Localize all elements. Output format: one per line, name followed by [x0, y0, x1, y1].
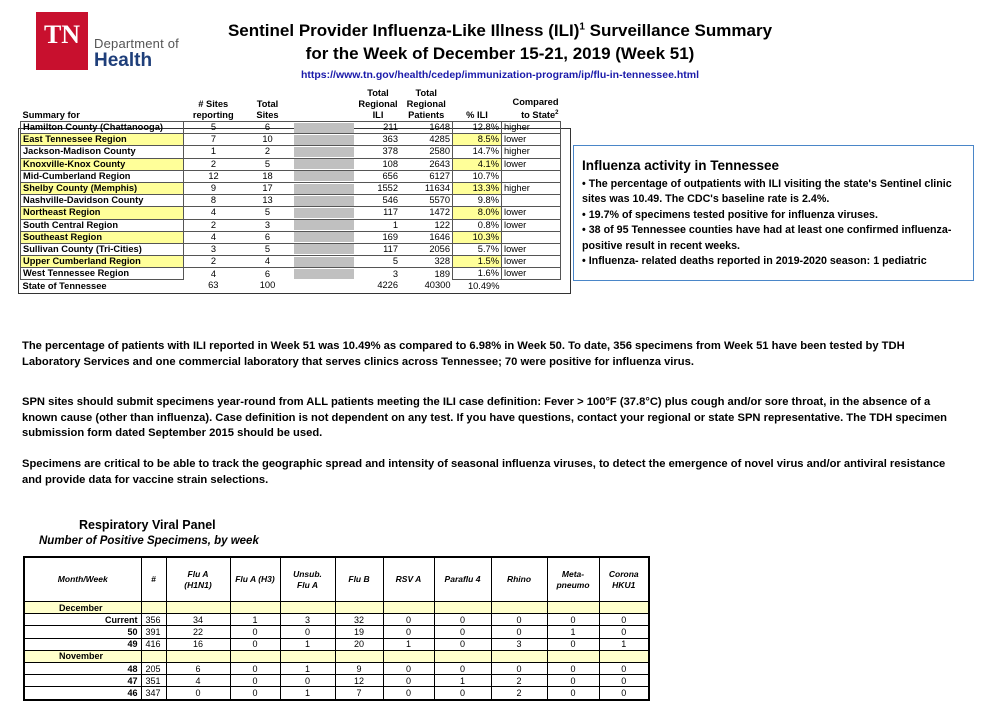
rvp-cell: 0 — [547, 675, 599, 687]
regional-ili: 1552 — [356, 182, 400, 194]
region-name: West Tennessee Region — [21, 268, 184, 280]
region-name: East Tennessee Region — [21, 134, 184, 146]
region-name: South Central Region — [21, 219, 184, 231]
pct-ili: 10.7% — [453, 170, 502, 182]
rvp-cell: 0 — [383, 687, 434, 700]
rvp-col-unsub-flu-a: Unsub. Flu A — [280, 557, 335, 602]
rvp-specimen-count: 347 — [141, 687, 166, 700]
region-name: Shelby County (Memphis) — [21, 182, 184, 194]
pct-ili: 5.7% — [453, 243, 502, 255]
total-sites: 17 — [243, 182, 292, 194]
regional-patients: 6127 — [400, 170, 453, 182]
compared-to-state: lower — [502, 256, 561, 268]
rvp-cell: 1 — [383, 638, 434, 650]
sites-reporting: 2 — [184, 219, 244, 231]
region-name: Knoxville-Knox County — [21, 158, 184, 170]
report-week: for the Week of December 15-21, 2019 (Week 51) — [305, 44, 695, 63]
rvp-col-count: # — [141, 557, 166, 602]
state-total-sites: 100 — [259, 280, 276, 291]
rvp-cell: 0 — [383, 662, 434, 674]
pct-ili: 8.5% — [453, 134, 502, 146]
sites-reporting: 8 — [184, 195, 244, 207]
region-name: Nashville-Davidson County — [21, 195, 184, 207]
gray-spacer — [292, 268, 356, 280]
regional-ili: 117 — [356, 243, 400, 255]
gray-spacer — [292, 158, 356, 170]
rvp-specimen-count: 391 — [141, 626, 166, 638]
state-total-row — [21, 280, 561, 292]
pct-ili: 1.5% — [453, 256, 502, 268]
rvp-week: 48 — [24, 662, 141, 674]
pct-ili: 10.3% — [453, 231, 502, 243]
rvp-cell: 0 — [434, 626, 491, 638]
rvp-cell: 22 — [166, 626, 230, 638]
rvp-specimen-count: 205 — [141, 662, 166, 674]
rvp-cell: 20 — [335, 638, 383, 650]
region-name: Mid-Cumberland Region — [21, 170, 184, 182]
summary-row — [21, 243, 561, 255]
rvp-cell: 1 — [280, 638, 335, 650]
rvp-cell: 0 — [599, 626, 649, 638]
rvp-cell: 12 — [335, 675, 383, 687]
compared-to-state: lower — [502, 219, 561, 231]
regional-patients: 2643 — [400, 158, 453, 170]
rvp-col-month-week: Month/Week — [24, 557, 141, 602]
compared-to-state — [502, 231, 561, 243]
summary-row — [21, 231, 561, 243]
total-sites: 6 — [243, 268, 292, 280]
rvp-cell: 2 — [491, 675, 547, 687]
ili-summary-table — [20, 88, 561, 292]
rvp-col-paraflu-4: Paraflu 4 — [434, 557, 491, 602]
total-sites: 3 — [243, 219, 292, 231]
summary-row — [21, 146, 561, 158]
regional-ili: 211 — [356, 122, 400, 134]
report-title: Sentinel Provider Influenza-Like Illness (ILI)$^1$ Surveillance Summary — [227, 21, 773, 40]
activity-item: • The percentage of outpatients with ILI visiting the state's Sentinel clinic sites was 10.49. The CDC's baseline rate is 2.4%. — [582, 178, 952, 206]
rvp-week: 47 — [24, 675, 141, 687]
total-sites: 5 — [243, 243, 292, 255]
rvp-cell: 0 — [599, 662, 649, 674]
logo-department-text: Department of — [94, 36, 179, 51]
compared-to-state: lower — [502, 268, 561, 280]
rvp-cell: 0 — [434, 638, 491, 650]
col-regional-patients: Total Regional Patients — [406, 88, 446, 120]
rvp-week-row — [24, 626, 649, 638]
gray-spacer — [292, 243, 356, 255]
regional-ili: 117 — [356, 207, 400, 219]
rvp-cell: 6 — [166, 662, 230, 674]
rvp-month-row — [24, 602, 649, 614]
sites-reporting: 4 — [184, 231, 244, 243]
rvp-col-metapneumo: Meta- pneumo — [547, 557, 599, 602]
total-sites: 5 — [243, 158, 292, 170]
respiratory-viral-panel-table — [23, 556, 650, 701]
rvp-cell: 0 — [280, 626, 335, 638]
total-sites: 13 — [243, 195, 292, 207]
regional-ili: 108 — [356, 158, 400, 170]
rvp-title: Respiratory Viral Panel — [79, 518, 216, 532]
rvp-cell: 0 — [383, 675, 434, 687]
rvp-cell: 0 — [230, 662, 280, 674]
rvp-cell: 1 — [547, 626, 599, 638]
rvp-cell: 7 — [335, 687, 383, 700]
state-ili: 4226 — [377, 280, 398, 291]
gray-spacer — [292, 170, 356, 182]
pct-ili: 1.6% — [453, 268, 502, 280]
rvp-cell: 0 — [166, 687, 230, 700]
rvp-cell: 1 — [280, 687, 335, 700]
sites-reporting: 5 — [184, 122, 244, 134]
col-pct-ili: % ILI — [466, 110, 488, 120]
rvp-cell: 0 — [547, 638, 599, 650]
region-name: Upper Cumberland Region — [21, 256, 184, 268]
activity-item: • 19.7% of specimens tested positive for influenza viruses. — [582, 208, 878, 221]
gray-spacer — [292, 207, 356, 219]
regional-ili: 169 — [356, 231, 400, 243]
total-sites: 10 — [243, 134, 292, 146]
rvp-cell: 34 — [166, 614, 230, 626]
state-pct-ili: 10.49% — [467, 280, 500, 291]
rvp-week: 50 — [24, 626, 141, 638]
summary-row — [21, 195, 561, 207]
summary-row — [21, 268, 561, 280]
rvp-week: 46 — [24, 687, 141, 700]
rvp-col-flu-b: Flu B — [335, 557, 383, 602]
rvp-cell: 0 — [599, 675, 649, 687]
region-name: Hamilton County (Chattanooga) — [21, 122, 184, 134]
rvp-cell: 32 — [335, 614, 383, 626]
regional-patients: 5570 — [400, 195, 453, 207]
summary-row — [21, 256, 561, 268]
rvp-cell: 0 — [547, 662, 599, 674]
pct-ili: 14.7% — [453, 146, 502, 158]
total-sites: 4 — [243, 256, 292, 268]
activity-title: Influenza activity in Tennessee — [582, 158, 780, 173]
pct-ili: 0.8% — [453, 219, 502, 231]
rvp-cell: 0 — [434, 614, 491, 626]
summary-row — [21, 122, 561, 134]
rvp-cell: 0 — [230, 638, 280, 650]
gray-spacer — [292, 195, 356, 207]
gray-spacer — [292, 134, 356, 146]
spn-submission-paragraph: SPN sites should submit specimens year-round from ALL patients meeting the ILI case definition: Fever > 100°F (37.8°C) plus cough and/or sore throat, in the absence of a known cause (other than influenza). Case definition is not dependent on any test. If you have questions, contact your regional or state SPN representative. The TDH specimen submission form dated September 2015 should be used. — [22, 396, 948, 439]
col-total-sites: Total Sites — [256, 99, 279, 120]
regional-ili: 546 — [356, 195, 400, 207]
regional-patients: 2056 — [400, 243, 453, 255]
state-sites: 63 — [208, 280, 219, 291]
summary-row — [21, 158, 561, 170]
sites-reporting: 9 — [184, 182, 244, 194]
rvp-specimen-count: 356 — [141, 614, 166, 626]
rvp-col-flu-a-h3: Flu A (H3) — [230, 557, 280, 602]
total-sites: 18 — [243, 170, 292, 182]
summary-row — [21, 170, 561, 182]
rvp-col-rhino: Rhino — [491, 557, 547, 602]
summary-row — [21, 207, 561, 219]
influenza-activity-box — [573, 145, 974, 281]
compared-to-state: lower — [502, 134, 561, 146]
rvp-cell: 16 — [166, 638, 230, 650]
ili-week-paragraph: The percentage of patients with ILI reported in Week 51 was 10.49% as compared to 6.98% in Week 50. To date, 356 specimens from Week 51 have been tested by TDH Laboratory Services and one commercial laboratory that serves clinics across Tennessee; 70 were positive for influenza virus. — [22, 340, 905, 368]
rvp-cell: 3 — [280, 614, 335, 626]
sites-reporting: 2 — [184, 256, 244, 268]
summary-row — [21, 182, 561, 194]
compared-to-state: higher — [502, 182, 561, 194]
region-name: Jackson-Madison County — [21, 146, 184, 158]
rvp-specimen-count: 351 — [141, 675, 166, 687]
regional-ili: 363 — [356, 134, 400, 146]
rvp-cell: 0 — [547, 687, 599, 700]
regional-patients: 328 — [400, 256, 453, 268]
pct-ili: 8.0% — [453, 207, 502, 219]
regional-ili: 1 — [356, 219, 400, 231]
rvp-specimen-count: 416 — [141, 638, 166, 650]
rvp-cell: 0 — [547, 614, 599, 626]
sites-reporting: 3 — [184, 243, 244, 255]
rvp-cell: 1 — [230, 614, 280, 626]
rvp-subtitle: Number of Positive Specimens, by week — [39, 535, 259, 547]
rvp-cell: 0 — [383, 614, 434, 626]
rvp-cell: 0 — [230, 626, 280, 638]
rvp-week-row — [24, 687, 649, 700]
rvp-week: 49 — [24, 638, 141, 650]
region-name: Sullivan County (Tri-Cities) — [21, 243, 184, 255]
compared-to-state: higher — [502, 122, 561, 134]
rvp-cell: 0 — [434, 662, 491, 674]
regional-patients: 2580 — [400, 146, 453, 158]
rvp-cell: 4 — [166, 675, 230, 687]
gray-spacer — [292, 122, 356, 134]
rvp-cell: 0 — [434, 687, 491, 700]
sites-reporting: 2 — [184, 158, 244, 170]
rvp-col-corona-hku1: Corona HKU1 — [599, 557, 649, 602]
rvp-cell: 0 — [280, 675, 335, 687]
state-patients: 40300 — [424, 280, 451, 291]
region-name: Southeast Region — [21, 231, 184, 243]
pct-ili: 13.3% — [453, 182, 502, 194]
regional-patients: 189 — [400, 268, 453, 280]
rvp-header-row — [24, 557, 649, 602]
col-summary-for: Summary for — [22, 110, 80, 120]
rvp-month-label: November — [24, 650, 141, 662]
gray-spacer — [292, 146, 356, 158]
tn-logo-mark: TN — [36, 12, 88, 70]
regional-ili: 656 — [356, 170, 400, 182]
sites-reporting: 1 — [184, 146, 244, 158]
rvp-cell: 0 — [383, 626, 434, 638]
compared-to-state — [502, 170, 561, 182]
summary-row — [21, 134, 561, 146]
regional-ili: 3 — [356, 268, 400, 280]
sites-reporting: 4 — [184, 268, 244, 280]
summary-row — [21, 219, 561, 231]
rvp-cell: 1 — [280, 662, 335, 674]
rvp-week-row — [24, 662, 649, 674]
col-sites-reporting: # Sites reporting — [192, 99, 234, 120]
rvp-week-row — [24, 614, 649, 626]
rvp-cell: 0 — [491, 626, 547, 638]
rvp-cell: 9 — [335, 662, 383, 674]
sites-reporting: 4 — [184, 207, 244, 219]
regional-ili: 5 — [356, 256, 400, 268]
col-regional-ili: Total Regional ILI — [358, 88, 398, 120]
regional-patients: 1646 — [400, 231, 453, 243]
state-name: State of Tennessee — [22, 280, 107, 291]
gray-spacer — [292, 231, 356, 243]
rvp-month-label: December — [24, 602, 141, 614]
regional-patients: 1648 — [400, 122, 453, 134]
rvp-cell: 0 — [599, 614, 649, 626]
rvp-cell: 3 — [491, 638, 547, 650]
total-sites: 6 — [243, 122, 292, 134]
rvp-cell: 19 — [335, 626, 383, 638]
tn-health-logo — [36, 12, 186, 72]
gray-spacer — [292, 256, 356, 268]
compared-to-state: higher — [502, 146, 561, 158]
gray-spacer — [292, 219, 356, 231]
activity-item: • Influenza- related deaths reported in 2019-2020 season: 1 pediatric — [582, 255, 927, 268]
rvp-week-row — [24, 675, 649, 687]
flu-info-link[interactable]: https://www.tn.gov/health/cedep/immunization-program/ip/flu-in-tennessee.html — [300, 69, 700, 81]
rvp-cell: 2 — [491, 687, 547, 700]
compared-to-state — [502, 195, 561, 207]
pct-ili: 12.8% — [453, 122, 502, 134]
rvp-cell: 1 — [599, 638, 649, 650]
regional-patients: 122 — [400, 219, 453, 231]
compared-to-state: lower — [502, 158, 561, 170]
region-name: Northeast Region — [21, 207, 184, 219]
rvp-week-row — [24, 638, 649, 650]
rvp-cell: 0 — [599, 687, 649, 700]
regional-ili: 378 — [356, 146, 400, 158]
col-compared: Compared to State$^2$ — [512, 96, 559, 120]
sites-reporting: 7 — [184, 134, 244, 146]
sites-reporting: 12 — [184, 170, 244, 182]
compared-to-state: lower — [502, 243, 561, 255]
gray-spacer — [292, 182, 356, 194]
rvp-week: Current — [24, 614, 141, 626]
rvp-col-rsv-a: RSV A — [383, 557, 434, 602]
total-sites: 2 — [243, 146, 292, 158]
rvp-cell: 0 — [491, 614, 547, 626]
total-sites: 6 — [243, 231, 292, 243]
activity-item: • 38 of 95 Tennessee counties have had at least one confirmed influenza-positive result in recent weeks. — [582, 224, 952, 252]
rvp-month-row — [24, 650, 649, 662]
logo-health-text: Health — [94, 50, 153, 71]
total-sites: 5 — [243, 207, 292, 219]
compared-to-state: lower — [502, 207, 561, 219]
rvp-cell: 1 — [434, 675, 491, 687]
regional-patients: 1472 — [400, 207, 453, 219]
rvp-cell: 0 — [491, 662, 547, 674]
pct-ili: 4.1% — [453, 158, 502, 170]
regional-patients: 4285 — [400, 134, 453, 146]
pct-ili: 9.8% — [453, 195, 502, 207]
regional-patients: 11634 — [400, 182, 453, 194]
rvp-cell: 0 — [230, 687, 280, 700]
specimen-importance-paragraph: Specimens are critical to be able to track the geographic spread and intensity of seasonal influenza viruses, to detect the emergence of novel virus and/or antiviral resistance and provide data for vaccine strain selections. — [22, 458, 946, 486]
rvp-cell: 0 — [230, 675, 280, 687]
rvp-col-flu-a-h1n1: Flu A (H1N1) — [166, 557, 230, 602]
